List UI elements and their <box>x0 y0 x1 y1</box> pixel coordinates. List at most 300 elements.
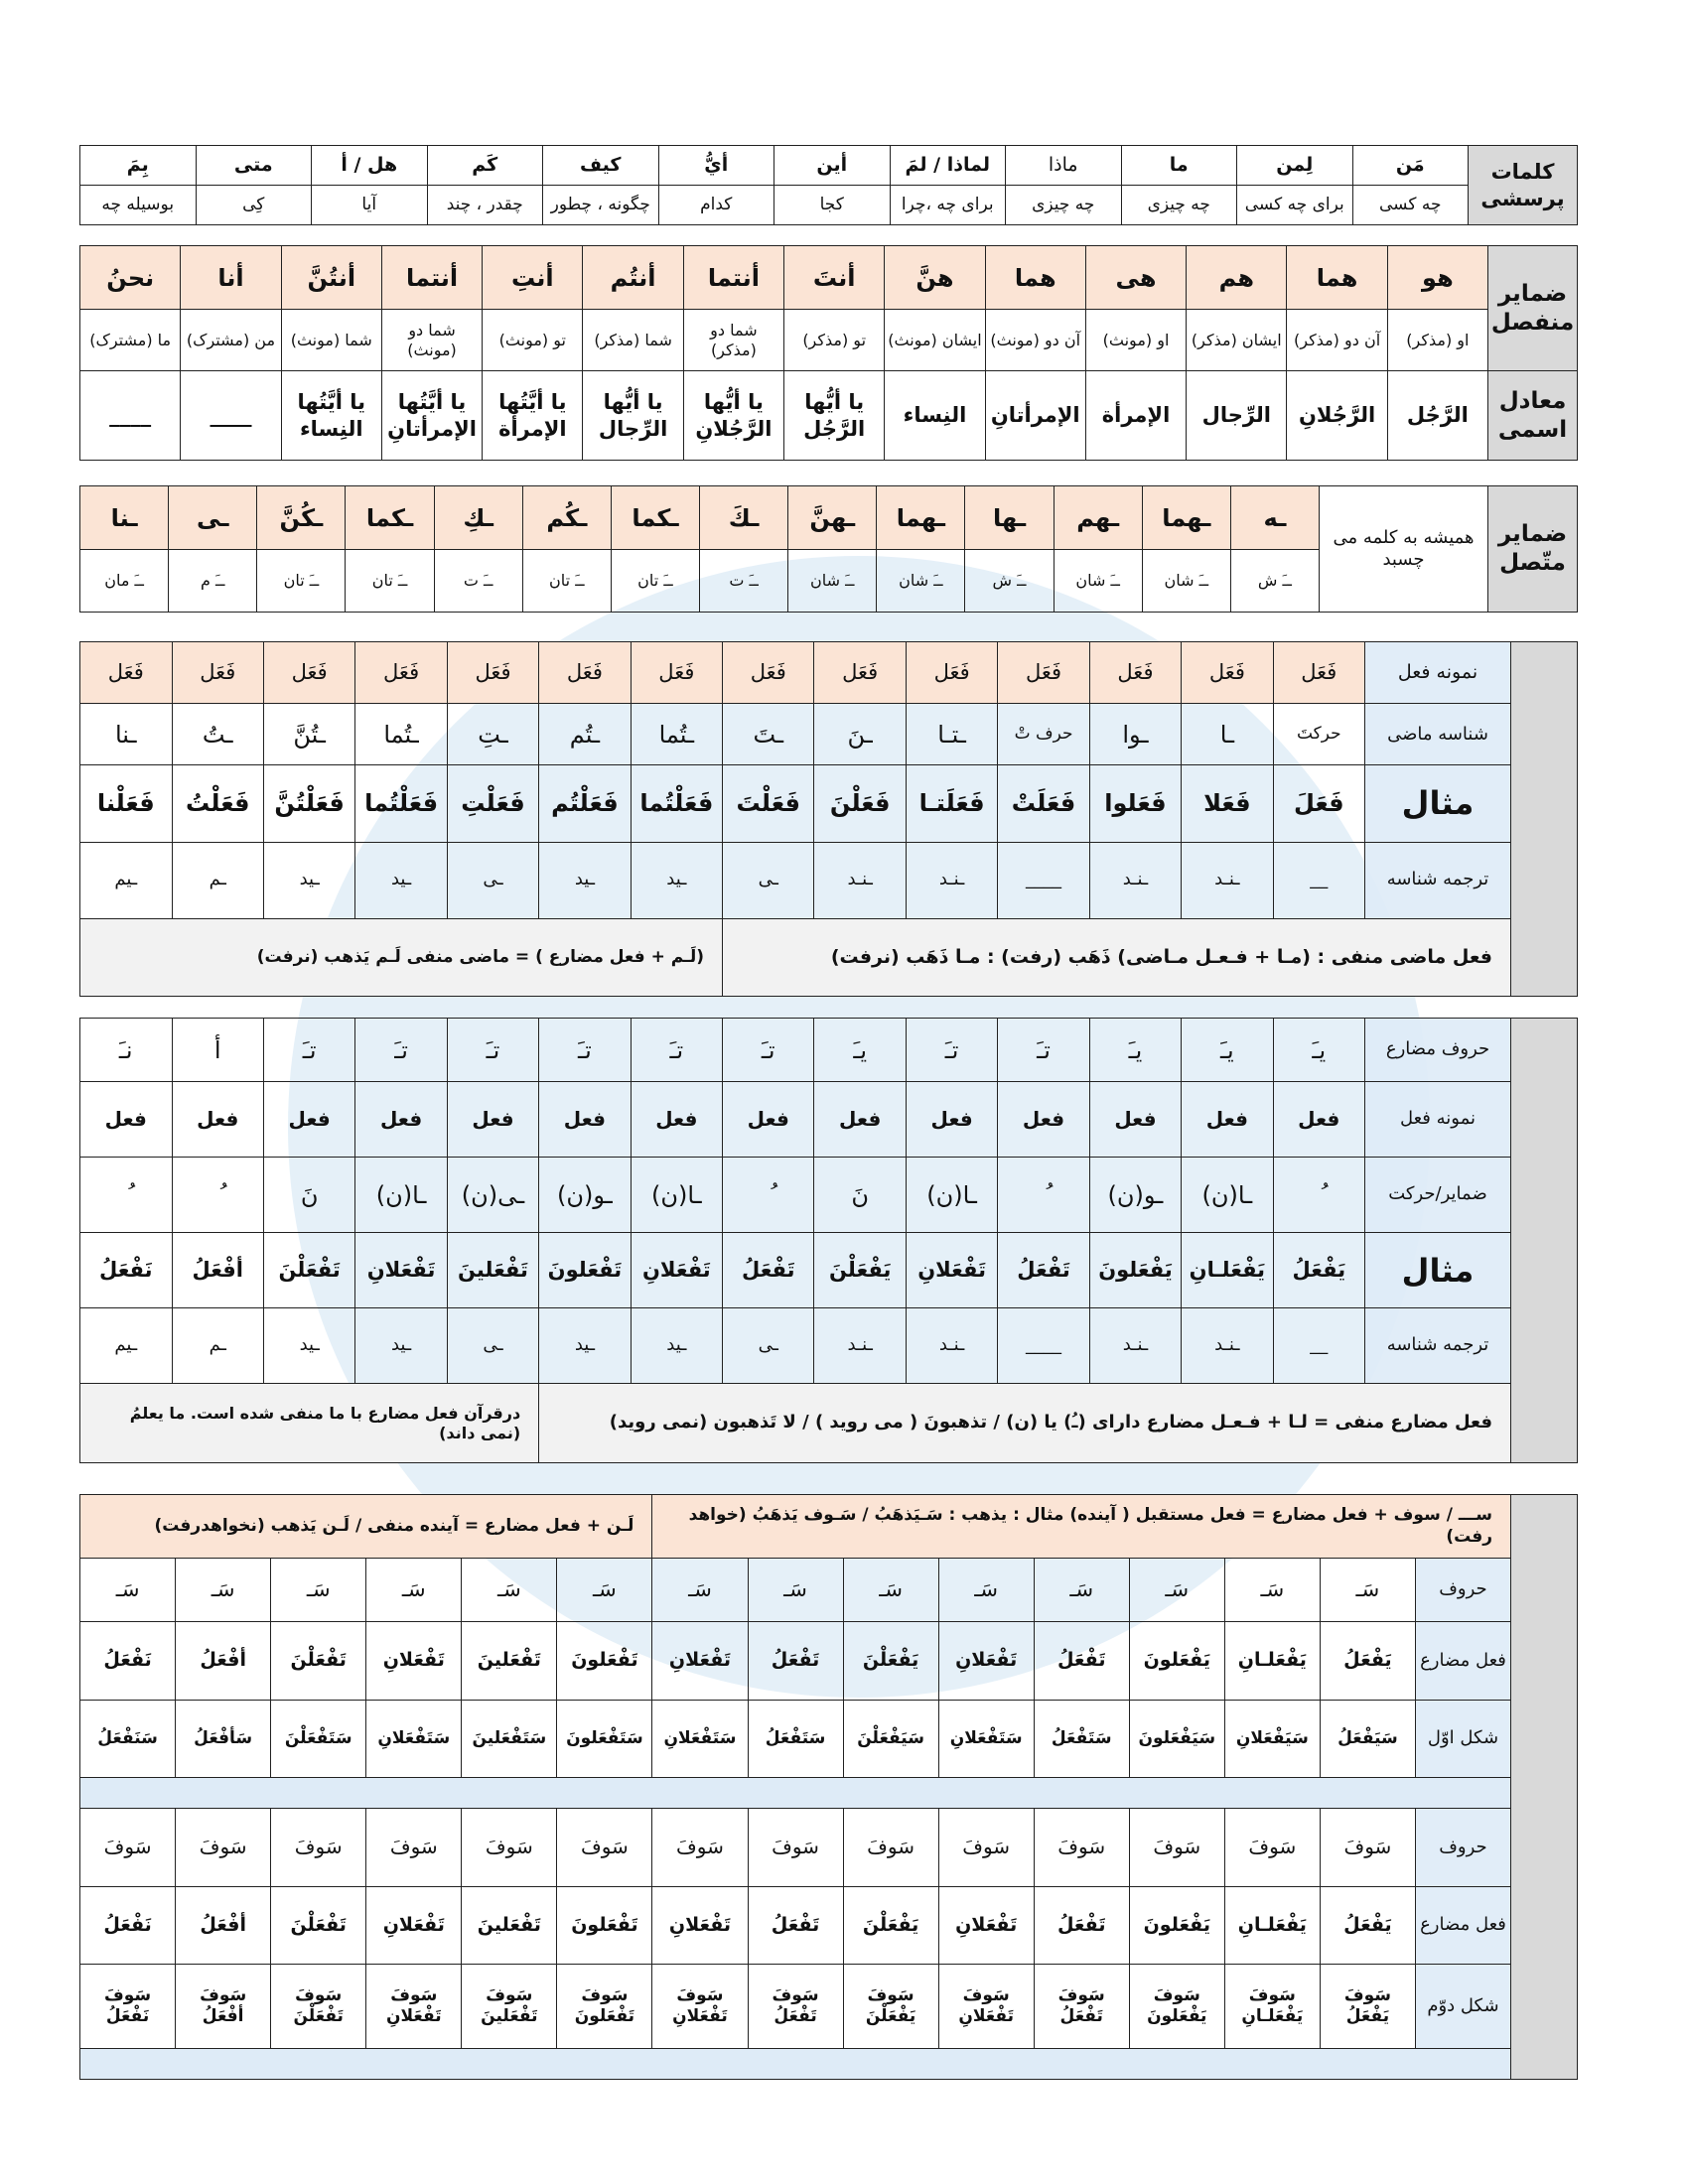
future-sawfa: سَوفَ <box>176 1809 271 1887</box>
attached-meaning: ــَ مان <box>80 550 169 613</box>
pronoun-meaning: شما دو (مونث) <box>381 310 482 371</box>
attached-meaning: ــَ م <box>169 550 257 613</box>
past-translation: ـی <box>723 842 814 918</box>
attached-meaning: ــَ شان <box>877 550 965 613</box>
past-suffix: ـتِ <box>447 704 538 765</box>
past-translation: ـنـد <box>906 842 997 918</box>
future-form2: سَوفَ تَفْعَلْنَ <box>271 1965 366 2049</box>
past-example: فَعَلْتِ <box>447 765 538 842</box>
pronoun: أنتُنَّ <box>281 246 381 310</box>
noun-equivalent: ____ <box>181 371 281 461</box>
future-verb: تَفْعَلانِ <box>652 1622 748 1701</box>
future-form1: سَيَفْعَلانِ <box>1224 1700 1320 1778</box>
pronoun: هی <box>1085 246 1186 310</box>
present-ending: ـی(ن) <box>447 1158 538 1233</box>
noun-equivalent: الرَّجُلانِ <box>1287 371 1387 461</box>
future-form2: سَوفَ تَفْعَلينَ <box>462 1965 557 2049</box>
present-example: تَفْعَلُ <box>998 1233 1089 1308</box>
past-example: فَعَلْتُما <box>355 765 447 842</box>
future-verb: تَفْعَلانِ <box>652 1886 748 1965</box>
future-form2: سَوفَ تَفْعَلُ <box>1034 1965 1129 2049</box>
future-verb: يَفْعَلونَ <box>1129 1622 1224 1701</box>
attached-pronoun: ـنا <box>80 486 169 550</box>
present-translation: ـید <box>539 1308 631 1384</box>
future-verb: تَفْعَلُ <box>748 1886 843 1965</box>
present-ending <box>1273 1158 1364 1233</box>
sample-verb: فَعَل <box>263 642 354 704</box>
question-words-table <box>79 145 1578 224</box>
pronoun: أنتُم <box>583 246 683 310</box>
future-tense-side-title <box>1511 1495 1578 2080</box>
row-label: فعل مضارع <box>1415 1886 1510 1965</box>
row-label: شکل اوّل <box>1415 1700 1510 1778</box>
past-example: فَعَلوا <box>1089 765 1181 842</box>
pronoun-meaning: او (مذکر) <box>1387 310 1487 371</box>
present-translation: ـیم <box>80 1308 173 1384</box>
future-negative-note: لَـن + فعل مضارع = آینده منفی / لَـن يَذهب (نخواهدرفت) <box>80 1495 652 1559</box>
past-translation: __ <box>1273 842 1364 918</box>
present-ending: ـا(ن) <box>355 1158 447 1233</box>
past-example: فَعَلَتـا <box>906 765 997 842</box>
pronoun: هو <box>1387 246 1487 310</box>
present-prefix: يـَ <box>1089 1019 1181 1082</box>
present-prefix: تـَ <box>906 1019 997 1082</box>
past-example: فَعَلَ <box>1273 765 1364 842</box>
attached-meaning: ــَ ت <box>434 550 522 613</box>
attached-pronouns-table <box>79 485 1578 612</box>
past-translation: ـنـد <box>814 842 906 918</box>
pronoun-meaning: ما (مشترک) <box>80 310 181 371</box>
attached-meaning: ــَ شان <box>788 550 877 613</box>
past-suffix: حرکتَ <box>1273 704 1364 765</box>
attached-meaning: ــَ ت <box>700 550 788 613</box>
present-translation: ____ <box>998 1308 1089 1384</box>
future-form1: سَنَفْعَلُ <box>80 1700 176 1778</box>
present-sample: فعل <box>906 1082 997 1158</box>
past-negative-lam-note: (لَـم + فعل مضارع ) = ماضی منفی لَـم يَذهب (نرفت) <box>80 918 723 996</box>
present-ending: ـا(ن) <box>631 1158 722 1233</box>
past-translation: ـید <box>263 842 354 918</box>
q-fa: چه کسی <box>1352 186 1469 225</box>
past-translation: ____ <box>998 842 1089 918</box>
question-words-title: کلمات پرسشی <box>1469 146 1578 225</box>
noun-equivalent: الرِّجال <box>1187 371 1287 461</box>
present-sample: فعل <box>447 1082 538 1158</box>
sample-verb: فَعَل <box>998 642 1089 704</box>
sample-verb: فَعَل <box>447 642 538 704</box>
present-translation: ـید <box>263 1308 354 1384</box>
future-bottom-bar <box>80 2048 1511 2079</box>
attached-pronoun: ـه <box>1230 486 1319 550</box>
future-sa: سَـ <box>1034 1559 1129 1622</box>
present-translation: ـم <box>172 1308 263 1384</box>
attached-pronouns-note: همیشه به کلمه می چسبد <box>1320 486 1488 613</box>
future-form2: سَوفَ تَفْعَلونَ <box>557 1965 652 2049</box>
present-example: تَفْعَلْنَ <box>263 1233 354 1308</box>
past-suffix: ـنا <box>80 704 173 765</box>
future-verb: يَفْعَلـانِ <box>1224 1886 1320 1965</box>
q-ar: ما <box>1121 146 1237 186</box>
present-ending <box>80 1158 173 1233</box>
pronoun-meaning: ایشان (مذکر) <box>1187 310 1287 371</box>
present-example: تَفْعَلونَ <box>539 1233 631 1308</box>
q-ar: كَم <box>427 146 543 186</box>
future-verb: تَفْعَلُ <box>748 1622 843 1701</box>
sample-verb: فَعَل <box>172 642 263 704</box>
row-label-example: مثال <box>1365 765 1511 842</box>
q-fa: چقدر ، چند <box>427 186 543 225</box>
attached-meaning: ــَ تان <box>257 550 346 613</box>
present-sample: فعل <box>631 1082 722 1158</box>
present-example: نَفْعَلُ <box>80 1233 173 1308</box>
future-form2: سَوفَ تَفْعَلانِ <box>652 1965 748 2049</box>
present-translation: ـنـد <box>1182 1308 1273 1384</box>
future-sa: سَـ <box>80 1559 176 1622</box>
attached-meaning: ــَ شان <box>1054 550 1142 613</box>
q-fa: بوسیله چه <box>80 186 197 225</box>
future-sawfa: سَوفَ <box>843 1809 938 1887</box>
future-form2: سَوفَ يَفْعَلْنَ <box>843 1965 938 2049</box>
future-verb: يَفْعَلُ <box>1320 1622 1415 1701</box>
noun-equivalent-title: معادل اسمی <box>1488 371 1578 461</box>
future-verb: تَفْعَلينَ <box>462 1886 557 1965</box>
noun-equivalent: يا أيَّتُها النِساء <box>281 371 381 461</box>
noun-equivalent: الرَّجُل <box>1387 371 1487 461</box>
pronoun-meaning: شما (مونث) <box>281 310 381 371</box>
row-label: ضمایر/حرکت <box>1365 1158 1511 1233</box>
future-sa: سَـ <box>843 1559 938 1622</box>
future-sawfa: سَوفَ <box>462 1809 557 1887</box>
attached-meaning: ــَ تان <box>611 550 699 613</box>
present-tense-table <box>79 1018 1578 1462</box>
noun-equivalent: يا أيَّتُها الإمرأتانِ <box>381 371 482 461</box>
future-verb: أفْعَلُ <box>176 1886 271 1965</box>
past-negative-note: فعل ماضی منفی : (مـا + فـعـل مـاضی) ذَهَب (رفت) : مـا ذَهَب (نرفت) <box>723 918 1511 996</box>
future-verb: تَفْعَلْنَ <box>271 1886 366 1965</box>
q-ar: بِمَ <box>80 146 197 186</box>
sample-verb: فَعَل <box>80 642 173 704</box>
attached-pronoun: ـكَ <box>700 486 788 550</box>
present-translation: __ <box>1273 1308 1364 1384</box>
present-translation: ـی <box>447 1308 538 1384</box>
past-example: فَعَلْتُ <box>172 765 263 842</box>
future-sawfa: سَوفَ <box>938 1809 1034 1887</box>
row-label: ترجمه شناسه <box>1365 1308 1511 1384</box>
q-fa: برای چه ،چرا <box>890 186 1006 225</box>
present-prefix: تـَ <box>263 1019 354 1082</box>
pronoun: أنا <box>181 246 281 310</box>
future-sawfa: سَوفَ <box>652 1809 748 1887</box>
present-ending: نَ <box>263 1158 354 1233</box>
pronoun-meaning: تو (مونث) <box>483 310 583 371</box>
future-form1: سَيَفْعَلْنَ <box>843 1700 938 1778</box>
present-prefix: يـَ <box>814 1019 906 1082</box>
past-suffix: ـوا <box>1089 704 1181 765</box>
future-sa: سَـ <box>271 1559 366 1622</box>
future-sa: سَـ <box>366 1559 462 1622</box>
future-sa: سَـ <box>462 1559 557 1622</box>
future-verb: تَفْعَلُ <box>1034 1886 1129 1965</box>
past-suffix: ـتَ <box>723 704 814 765</box>
noun-equivalent: يا أيُّها الرِّجال <box>583 371 683 461</box>
row-label: حروف مضارع <box>1365 1019 1511 1082</box>
present-prefix: تـَ <box>447 1019 538 1082</box>
future-sa: سَـ <box>557 1559 652 1622</box>
attached-meaning: ــَ ش <box>1230 550 1319 613</box>
past-example: فَعَلْتَ <box>723 765 814 842</box>
future-form1: سَتَفْعَلانِ <box>938 1700 1034 1778</box>
present-ending <box>998 1158 1089 1233</box>
attached-pronoun: ـكما <box>611 486 699 550</box>
row-label: شناسه ماضی <box>1365 704 1511 765</box>
future-verb: تَفْعَلونَ <box>557 1886 652 1965</box>
row-label-example: مثال <box>1365 1233 1511 1308</box>
attached-meaning: ــَ شان <box>1142 550 1230 613</box>
future-form2: سَوفَ أفْعَلُ <box>176 1965 271 2049</box>
attached-meaning: ــَ تان <box>522 550 611 613</box>
present-sample: فعل <box>539 1082 631 1158</box>
sample-verb: فَعَل <box>1182 642 1273 704</box>
future-form1: سَأفْعَلُ <box>176 1700 271 1778</box>
present-sample: فعل <box>1089 1082 1181 1158</box>
future-verb: تَفْعَلينَ <box>462 1622 557 1701</box>
row-label: فعل مضارع <box>1415 1622 1510 1701</box>
sample-verb: فَعَل <box>723 642 814 704</box>
pronoun: أنتما <box>381 246 482 310</box>
noun-equivalent: يا أيَّتُها الإمرأة <box>483 371 583 461</box>
noun-equivalent: ____ <box>80 371 181 461</box>
future-verb: يَفْعَلْنَ <box>843 1886 938 1965</box>
future-verb: تَفْعَلْنَ <box>271 1622 366 1701</box>
row-label: نمونه فعل <box>1365 1082 1511 1158</box>
pronoun: هما <box>985 246 1085 310</box>
past-example: فَعَلْتُنَّ <box>263 765 354 842</box>
future-verb: تَفْعَلانِ <box>366 1622 462 1701</box>
past-suffix: ـتُ <box>172 704 263 765</box>
q-ar: كيف <box>543 146 659 186</box>
future-verb: تَفْعَلانِ <box>938 1886 1034 1965</box>
future-verb: يَفْعَلُ <box>1320 1886 1415 1965</box>
sample-verb: فَعَل <box>355 642 447 704</box>
present-negative-note: فعل مضارع منفی = لـا + فـعـل مضارع دارای (ـُ) یا (ن) / تذهبونَ ( می روید ) / لا تَذهبون (نمی روید) <box>539 1384 1511 1463</box>
present-ending <box>723 1158 814 1233</box>
present-example: أفْعَلُ <box>172 1233 263 1308</box>
pronoun-meaning: آن دو (مونث) <box>985 310 1085 371</box>
past-translation: ـنـد <box>1089 842 1181 918</box>
future-form1: سَتَفْعَلُ <box>1034 1700 1129 1778</box>
future-verb: أفْعَلُ <box>176 1622 271 1701</box>
future-sawfa: سَوفَ <box>366 1809 462 1887</box>
present-example: تَفْعَلانِ <box>631 1233 722 1308</box>
future-sa: سَـ <box>748 1559 843 1622</box>
present-prefix: تـَ <box>998 1019 1089 1082</box>
future-verb: يَفْعَلونَ <box>1129 1886 1224 1965</box>
pronoun-meaning: شما (مذکر) <box>583 310 683 371</box>
past-translation: ـید <box>355 842 447 918</box>
noun-equivalent: الإمرأة <box>1085 371 1186 461</box>
future-form2: سَوفَ يَفْعَلونَ <box>1129 1965 1224 2049</box>
past-suffix: حرف تْ <box>998 704 1089 765</box>
row-label: نمونه فعل <box>1365 642 1511 704</box>
present-translation: ـی <box>723 1308 814 1384</box>
future-verb: تَفْعَلُ <box>1034 1622 1129 1701</box>
future-tense-table <box>79 1494 1578 2080</box>
sample-verb: فَعَل <box>814 642 906 704</box>
past-example: فَعَلْتُم <box>539 765 631 842</box>
past-suffix: ـنَ <box>814 704 906 765</box>
present-translation: ـید <box>631 1308 722 1384</box>
pronoun: هنَّ <box>885 246 985 310</box>
present-translation: ـنـد <box>906 1308 997 1384</box>
present-prefix: تـَ <box>723 1019 814 1082</box>
sample-verb: فَعَل <box>539 642 631 704</box>
present-prefix: يـَ <box>1273 1019 1364 1082</box>
present-example: يَفْعَلْنَ <box>814 1233 906 1308</box>
present-sample: فعل <box>814 1082 906 1158</box>
attached-pronoun: ـهما <box>1142 486 1230 550</box>
present-example: تَفْعَلينَ <box>447 1233 538 1308</box>
pronoun-meaning: آن دو (مذکر) <box>1287 310 1387 371</box>
noun-equivalent: النِساء <box>885 371 985 461</box>
q-fa: چه چیزی <box>1121 186 1237 225</box>
present-sample: فعل <box>1182 1082 1273 1158</box>
sample-verb: فَعَل <box>906 642 997 704</box>
present-translation: ـنـد <box>1089 1308 1181 1384</box>
present-ending: نَ <box>814 1158 906 1233</box>
future-verb: تَفْعَلانِ <box>938 1622 1034 1701</box>
past-translation: ـید <box>631 842 722 918</box>
past-suffix: ـتـا <box>906 704 997 765</box>
future-sa: سَـ <box>176 1559 271 1622</box>
attached-pronoun: ـهنَّ <box>788 486 877 550</box>
future-sa: سَـ <box>938 1559 1034 1622</box>
present-example: تَفْعَلانِ <box>906 1233 997 1308</box>
future-form1: سَتَفْعَلْنَ <box>271 1700 366 1778</box>
present-tense-side-title <box>1511 1019 1578 1463</box>
future-formation-note: ســـ / سوف + فعل مضارع = فعل مستقبل ( آینده) مثال : يذهب : سَـيَذهَبُ / سَـوف يَذهَبُ (خواهد رفت) <box>652 1495 1511 1559</box>
future-sa: سَـ <box>1224 1559 1320 1622</box>
pronoun: نحنُ <box>80 246 181 310</box>
present-prefix: أ <box>172 1019 263 1082</box>
q-ar: متى <box>196 146 312 186</box>
pronoun: أنتما <box>683 246 783 310</box>
q-fa: کجا <box>774 186 891 225</box>
present-example: يَفْعَلُ <box>1273 1233 1364 1308</box>
row-label: ترجمه شناسه <box>1365 842 1511 918</box>
future-verb: نَفْعَلُ <box>80 1886 176 1965</box>
attached-pronoun: ـهم <box>1054 486 1142 550</box>
future-form2: سَوفَ يَفْعَلُ <box>1320 1965 1415 2049</box>
present-example: يَفْعَلونَ <box>1089 1233 1181 1308</box>
present-ending <box>172 1158 263 1233</box>
pronoun: أنتَ <box>784 246 885 310</box>
attached-meaning: ــَ تان <box>346 550 434 613</box>
attached-pronoun: ـها <box>965 486 1054 550</box>
future-sa: سَـ <box>1129 1559 1224 1622</box>
past-example: فَعَلَتْ <box>998 765 1089 842</box>
past-suffix: ـتُم <box>539 704 631 765</box>
q-fa: چه چیزی <box>1006 186 1122 225</box>
pronoun-meaning: شما دو (مذکر) <box>683 310 783 371</box>
future-form1: سَيَفْعَلُ <box>1320 1700 1415 1778</box>
future-verb: نَفْعَلُ <box>80 1622 176 1701</box>
present-example: تَفْعَلانِ <box>355 1233 447 1308</box>
past-translation: ـیم <box>80 842 173 918</box>
past-translation: ـنـد <box>1182 842 1273 918</box>
future-sawfa: سَوفَ <box>748 1809 843 1887</box>
future-sawfa: سَوفَ <box>80 1809 176 1887</box>
future-sa: سَـ <box>1320 1559 1415 1622</box>
future-form1: سَتَفْعَلانِ <box>652 1700 748 1778</box>
past-example: فَعَلْنَ <box>814 765 906 842</box>
present-ending: ـو(ن) <box>539 1158 631 1233</box>
future-form2: سَوفَ يَفْعَلـانِ <box>1224 1965 1320 2049</box>
present-quran-note: درقرآن فعل مضارع با ما منفی شده است. ما يعلمُ (نمی داند) <box>80 1384 539 1463</box>
q-ar: مَن <box>1352 146 1469 186</box>
separate-pronouns-title: ضمایر منفصل <box>1488 246 1578 371</box>
pronoun: هم <box>1187 246 1287 310</box>
present-prefix: تـَ <box>539 1019 631 1082</box>
noun-equivalent: الإمرأتانِ <box>985 371 1085 461</box>
q-ar: أين <box>774 146 891 186</box>
attached-pronouns-title: ضمایر متّصل <box>1488 486 1578 613</box>
present-translation: ـنـد <box>814 1308 906 1384</box>
present-sample: فعل <box>998 1082 1089 1158</box>
attached-pronoun: ـكِ <box>434 486 522 550</box>
present-ending: ـا(ن) <box>1182 1158 1273 1233</box>
pronoun: هما <box>1287 246 1387 310</box>
future-divider <box>80 1778 1511 1809</box>
past-example: فَعَلا <box>1182 765 1273 842</box>
q-ar: لِمن <box>1237 146 1353 186</box>
noun-equivalent: يا أيُّها الرَّجُلانِ <box>683 371 783 461</box>
past-translation: ـید <box>539 842 631 918</box>
future-verb: تَفْعَلونَ <box>557 1622 652 1701</box>
q-ar: ماذا <box>1006 146 1122 186</box>
future-form1: سَتَفْعَلُ <box>748 1700 843 1778</box>
past-suffix: ـتُما <box>631 704 722 765</box>
pronoun-meaning: او (مونث) <box>1085 310 1186 371</box>
row-label: حروف <box>1415 1559 1510 1622</box>
present-ending: ـو(ن) <box>1089 1158 1181 1233</box>
q-ar: أيُّ <box>658 146 774 186</box>
present-sample: فعل <box>80 1082 173 1158</box>
q-fa: چگونه ، چطور <box>543 186 659 225</box>
pronoun-meaning: ایشان (مونث) <box>885 310 985 371</box>
future-verb: يَفْعَلْنَ <box>843 1622 938 1701</box>
pronoun-meaning: تو (مذکر) <box>784 310 885 371</box>
past-translation: ـم <box>172 842 263 918</box>
present-ending: ـا(ن) <box>906 1158 997 1233</box>
future-form2: سَوفَ نَفْعَلُ <box>80 1965 176 2049</box>
present-prefix: تـَ <box>631 1019 722 1082</box>
sample-verb: فَعَل <box>1273 642 1364 704</box>
noun-equivalent: يا أيُّها الرَّجُل <box>784 371 885 461</box>
present-example: يَفْعَلـانِ <box>1182 1233 1273 1308</box>
future-form1: سَيَفْعَلونَ <box>1129 1700 1224 1778</box>
future-form1: سَتَفْعَلونَ <box>557 1700 652 1778</box>
q-fa: برای چه کسی <box>1237 186 1353 225</box>
present-sample: فعل <box>355 1082 447 1158</box>
present-sample: فعل <box>172 1082 263 1158</box>
present-prefix: يـَ <box>1182 1019 1273 1082</box>
future-form1: سَتَفْعَلانِ <box>366 1700 462 1778</box>
future-sawfa: سَوفَ <box>1224 1809 1320 1887</box>
q-fa: کدام <box>658 186 774 225</box>
sample-verb: فَعَل <box>1089 642 1181 704</box>
future-sa: سَـ <box>652 1559 748 1622</box>
attached-pronoun: ـهما <box>877 486 965 550</box>
